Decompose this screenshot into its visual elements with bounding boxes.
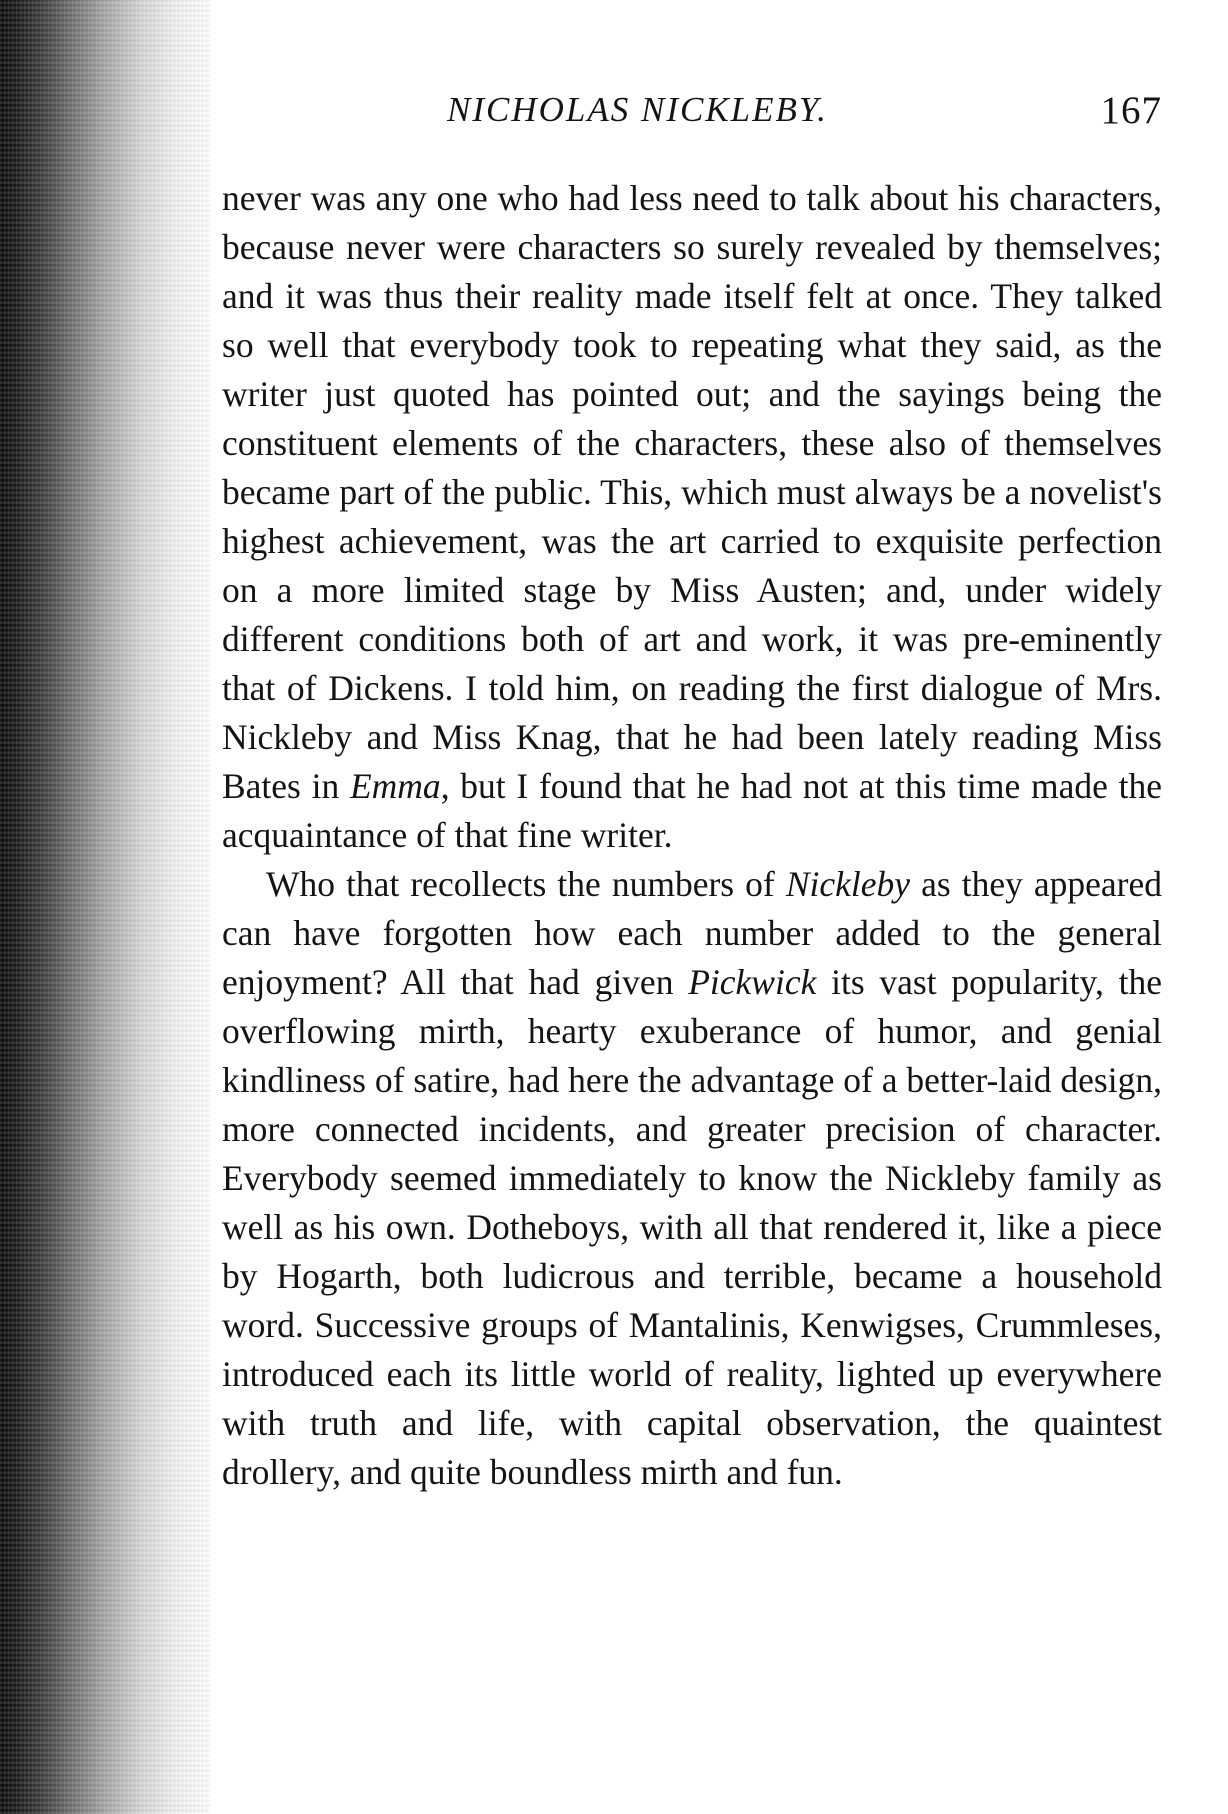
text-run: never was any one who had less need to talk about his characters, because never were characters so surely revealed by themselves; and it was thus their reality made itself felt at once. They talked so well that everybody took to repeating what they said, as the writer just quoted has pointed out; and the sayings being the constituent elements of the characters, these also of themselves became part of the public. This, which must always be a novelist's highest achievement, was the art carried to exquisite perfection on a more limited stage by Miss Austen; and, under widely different conditions both of art and work, it was pre-eminently that of Dickens. I told him, on reading the first dialogue of Mrs. Nickleby and Miss Knag, that he had been lately reading Miss Bates in <box>222 178 1162 806</box>
paragraph <box>222 174 1162 860</box>
running-head <box>222 84 1162 144</box>
italic-title-pickwick: Pickwick <box>688 962 817 1002</box>
text-run: , but I found that he had not at this time made the acquaintance of that fine writer. <box>222 766 1163 855</box>
running-title: NICHOLAS NICKLEBY. <box>447 90 828 129</box>
page-number: 167 <box>1100 89 1162 132</box>
italic-title-emma: Emma <box>349 766 441 806</box>
body-text <box>222 174 1162 1497</box>
paragraph <box>222 860 1162 1497</box>
italic-title-nickleby: Nickleby <box>785 864 911 904</box>
text-run: as they appeared can have forgotten how each number added to the general enjoyment? All that had given <box>222 864 1162 1002</box>
text-run: its vast popularity, the overflowing mirth, hearty exuberance of humor, and genial kindliness of satire, had here the advantage of a better-laid design, more connected incidents, and greater precision of character. Everybody seemed immediately to know the Nickleby family as well as his own. Dotheboys, with all that rendered it, like a piece by Hogarth, both ludicrous and terrible, became a household word. Successive groups of Mantalinis, Kenwigses, Crummleses, introduced each its little world of reality, lighted up everywhere with truth and life, with capital observation, the quaintest drollery, and quite boundless mirth and fun. <box>222 962 1162 1492</box>
text-run: Who that recollects the numbers of <box>266 864 786 904</box>
